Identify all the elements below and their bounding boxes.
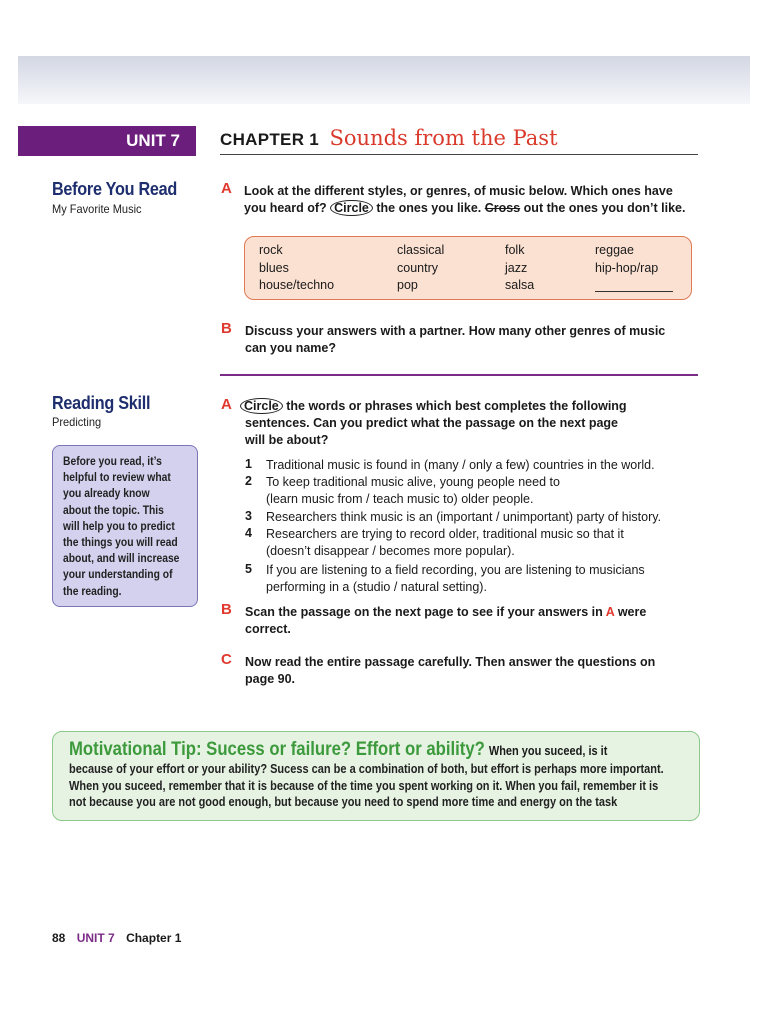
motivational-tip-lead: When you suceed, is it (488, 744, 608, 758)
byr-letter-b: B (221, 320, 232, 337)
rs-letter-b: B (221, 601, 232, 618)
reading-tip-box (52, 445, 198, 607)
rs-instruction-c (245, 654, 705, 688)
chapter-title (220, 126, 558, 150)
genre-house-techno: house/techno (259, 278, 335, 292)
genre-salsa: salsa (505, 278, 535, 292)
rs-b-line1 (245, 604, 705, 621)
circle-word: Circle (330, 200, 373, 216)
genre-box (244, 236, 692, 300)
tip-line: you already know (63, 486, 150, 501)
rs-instruction-b (245, 604, 705, 638)
top-band (18, 56, 750, 104)
byr-a-line2 (244, 200, 714, 217)
question-2 (266, 474, 560, 508)
question-line: (doesn’t disappear / becomes more popular). (266, 544, 515, 558)
genre-folk: folk (505, 243, 525, 257)
rs-instruction-a (240, 398, 700, 449)
before-you-read-heading: Before You Read (52, 179, 177, 199)
section-divider (220, 374, 698, 376)
unit-label: UNIT 7 (126, 131, 180, 150)
question-number-1: 1 (245, 457, 252, 471)
question-line: Traditional music is found in (many / only a few) countries in the world. (266, 458, 655, 472)
genre-classical: classical (397, 243, 445, 257)
rs-a-line1 (240, 398, 700, 415)
question-1 (266, 457, 655, 474)
chapter-label: CHAPTER 1 (220, 130, 320, 149)
genre-reggae: reggae (595, 243, 634, 257)
byr-a-post: out the ones you don’t like. (523, 201, 686, 215)
question-5 (266, 562, 645, 596)
motivational-tip-title: Motivational Tip: Sucess or failure? Effort or ability? (69, 739, 485, 760)
rs-a-line1-text: the words or phrases which best completes the following (286, 399, 627, 413)
rs-letter-a: A (221, 396, 232, 413)
chapter-name: Sounds from the Past (329, 126, 558, 150)
motivational-tip-line: because of your effort or your ability? Sucess can be a combination of both, but effort is perhaps more important. (69, 762, 664, 776)
question-number-2: 2 (245, 474, 252, 488)
question-number-4: 4 (245, 526, 252, 540)
genre-jazz: jazz (505, 261, 528, 275)
tip-line: helpful to review what (63, 470, 171, 485)
byr-a-mid: the ones you like. (376, 201, 482, 215)
rs-a-line2: sentences. Can you predict what the passage on the next page (245, 416, 619, 430)
before-you-read-subheading: My Favorite Music (52, 202, 142, 216)
genre-rock: rock (259, 243, 283, 257)
footer-unit: UNIT 7 (76, 931, 115, 945)
genre-pop: pop (397, 278, 418, 292)
question-line: Researchers are trying to record older, traditional music so that it (266, 527, 624, 541)
question-line: Researchers think music is an (important / unimportant) party of history. (266, 510, 662, 524)
page-number: 88 (52, 931, 66, 945)
rs-b-post: were (617, 605, 647, 619)
genre-blank-line[interactable] (595, 291, 673, 292)
genre-hip-hop-rap: hip-hop/rap (595, 261, 659, 275)
byr-instruction-b (245, 323, 705, 357)
reading-tip-text (63, 453, 192, 599)
unit-banner (18, 126, 196, 156)
question-line: (learn music from / teach music to) older people. (266, 492, 534, 506)
byr-a-line1: Look at the different styles, or genres, of music below. Which ones have (244, 184, 673, 198)
rs-c-line1: Now read the entire passage carefully. Then answer the questions on (245, 655, 656, 669)
motivational-tip-line: not because you are not good enough, but because you need to spend more time and energy on the task (69, 795, 618, 809)
tip-line: about, and will increase (63, 551, 180, 566)
question-line: performing in a (studio / natural setting). (266, 580, 487, 594)
question-4 (266, 526, 624, 560)
question-line: If you are listening to a field recording, you are listening to musicians (266, 563, 645, 577)
reading-skill-subheading: Predicting (52, 415, 102, 429)
circle-word: Circle (240, 398, 283, 414)
byr-b-line2: can you name? (245, 341, 336, 355)
motivational-tip-heading-line (69, 739, 685, 761)
rs-b-ref: A (605, 605, 615, 619)
footer-chapter: Chapter 1 (126, 931, 182, 945)
reading-skill-heading: Reading Skill (52, 393, 151, 413)
genre-country: country (397, 261, 438, 275)
motivational-tip-box (52, 731, 700, 821)
motivational-tip-content (69, 739, 685, 811)
rs-c-line2: page 90. (245, 672, 296, 686)
rs-b-line2: correct. (245, 622, 291, 636)
tip-line: the things you will read (63, 535, 178, 550)
rs-b-pre: Scan the passage on the next page to see if your answers in (245, 605, 603, 619)
tip-line: about the topic. This (63, 502, 164, 517)
byr-instruction-a (244, 183, 714, 217)
tip-line: the reading. (63, 583, 122, 598)
byr-letter-a: A (221, 180, 232, 197)
cross-word: Cross (484, 201, 521, 215)
question-number-5: 5 (245, 562, 252, 576)
rs-a-line3: will be about? (245, 433, 329, 447)
byr-b-line1: Discuss your answers with a partner. How many other genres of music (245, 324, 666, 338)
motivational-tip-line: When you suceed, remember that it is because of the time you spent working on it. When you fail, remember it is (69, 778, 659, 793)
question-number-3: 3 (245, 509, 252, 523)
genre-blues: blues (259, 261, 289, 275)
question-3 (266, 509, 661, 526)
byr-a-pre: you heard of? (244, 201, 327, 215)
chapter-rule (220, 154, 698, 155)
tip-line: will help you to predict (63, 518, 175, 533)
tip-line: Before you read, it’s (63, 454, 162, 468)
page-footer (52, 931, 181, 945)
rs-letter-c: C (221, 651, 232, 668)
question-line: To keep traditional music alive, young people need to (266, 475, 560, 489)
tip-line: your understanding of (63, 567, 173, 582)
